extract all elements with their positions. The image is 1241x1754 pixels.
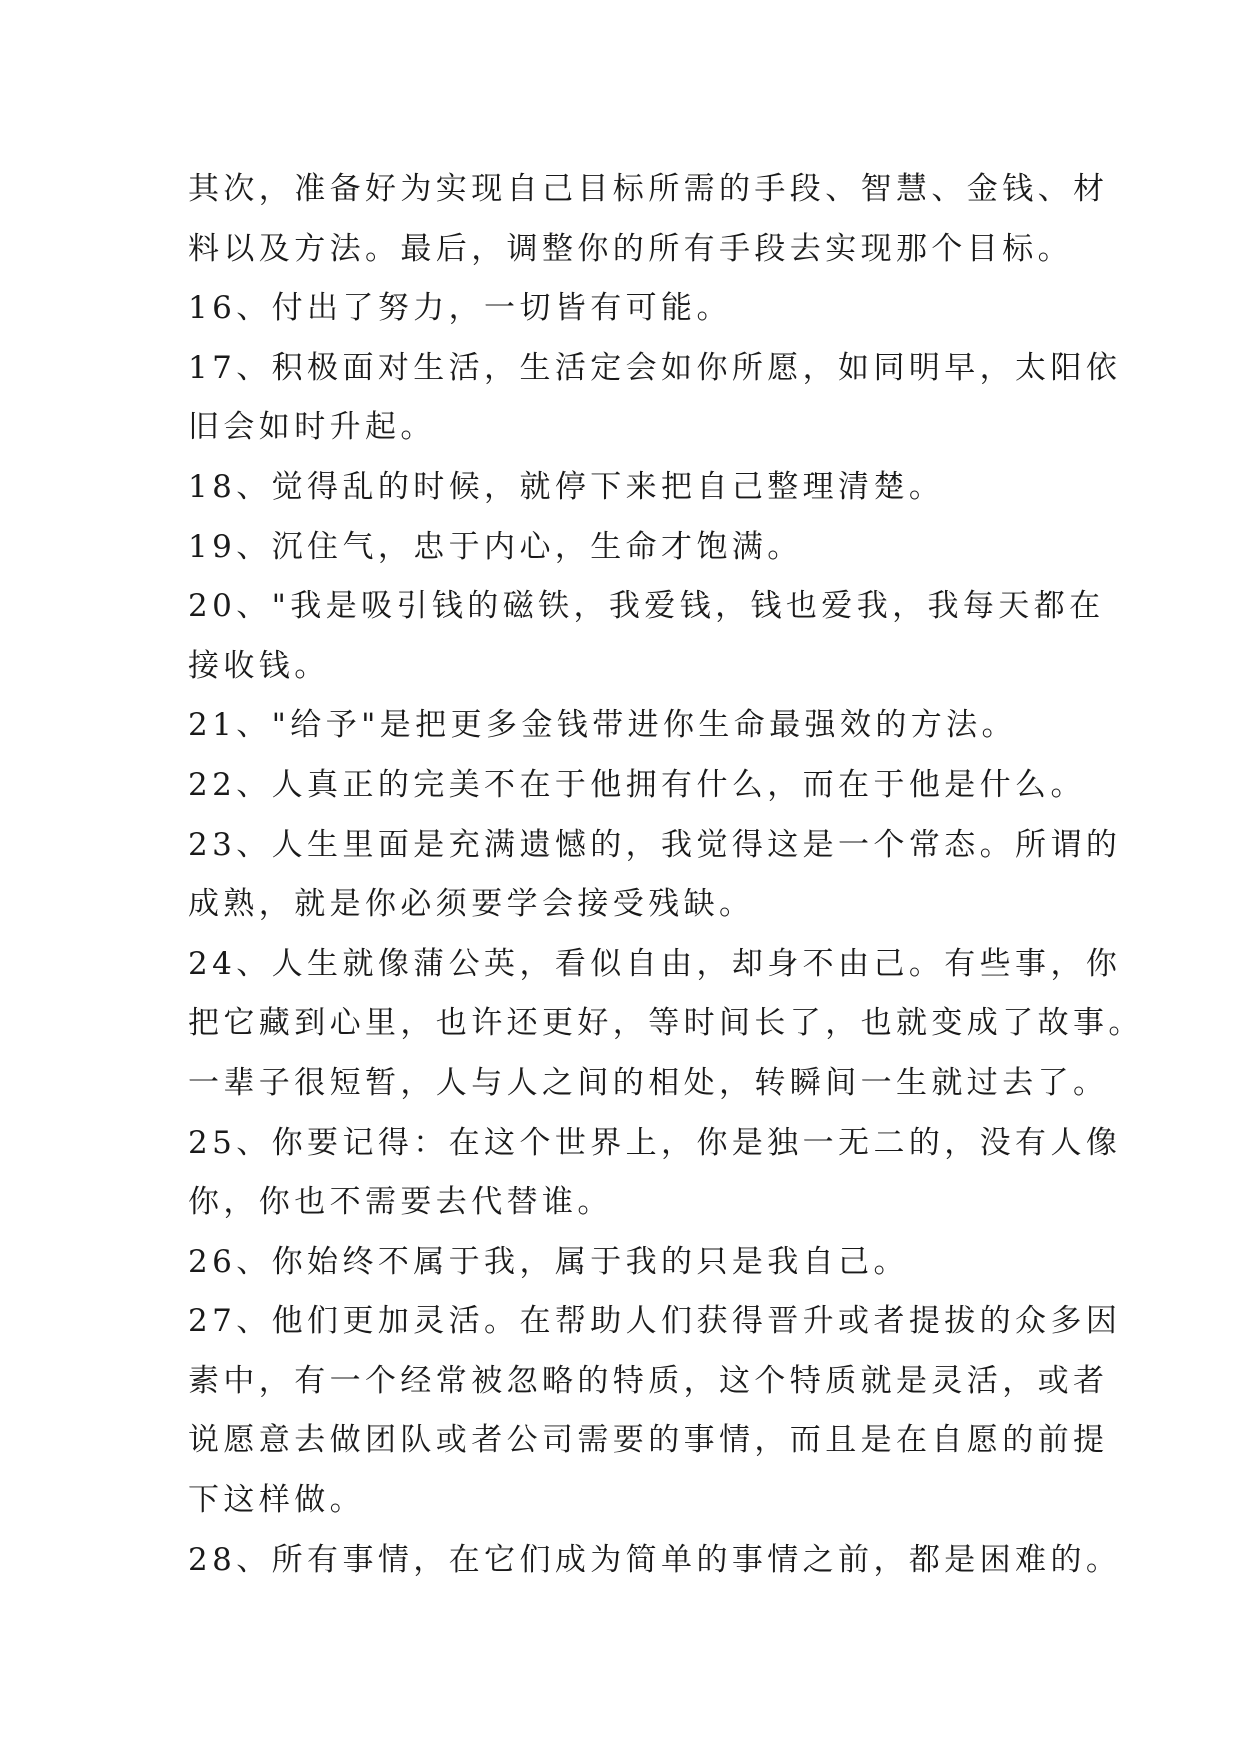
text-line: 成熟，就是你必须要学会接受残缺。 bbox=[188, 886, 755, 923]
text-line: 20、"我是吸引钱的磁铁，我爱钱，钱也爱我，我每天都在 bbox=[188, 588, 1105, 625]
text-line: 接收钱。 bbox=[188, 647, 330, 684]
text-line: 说愿意去做团队或者公司需要的事情，而且是在自愿的前提 bbox=[188, 1422, 1109, 1459]
text-line: 17、积极面对生活，生活定会如你所愿，如同明早，太阳依 bbox=[188, 349, 1122, 386]
text-line: 素中，有一个经常被忽略的特质，这个特质就是灵活，或者 bbox=[188, 1362, 1109, 1399]
text-line: 旧会如时升起。 bbox=[188, 409, 436, 446]
text-line: 26、你始终不属于我，属于我的只是我自己。 bbox=[188, 1243, 909, 1280]
text-line: 一辈子很短暂，人与人之间的相处，转瞬间一生就过去了。 bbox=[188, 1064, 1109, 1101]
text-line: 料以及方法。最后，调整你的所有手段去实现那个目标。 bbox=[188, 230, 1073, 267]
text-line: 23、人生里面是充满遗憾的，我觉得这是一个常态。所谓的 bbox=[188, 826, 1122, 863]
text-line: 24、人生就像蒲公英，看似自由，却身不由己。有些事，你 bbox=[188, 945, 1122, 982]
text-line: 其次，准备好为实现自己目标所需的手段、智慧、金钱、材 bbox=[188, 171, 1109, 207]
text-line: 18、觉得乱的时候，就停下来把自己整理清楚。 bbox=[188, 468, 945, 505]
text-line: 下这样做。 bbox=[188, 1482, 365, 1519]
text-line: 28、所有事情，在它们成为简单的事情之前，都是困难的。 bbox=[188, 1541, 1122, 1578]
text-line: 27、他们更加灵活。在帮助人们获得晋升或者提拔的众多因 bbox=[188, 1303, 1122, 1340]
text-line: 21、"给予"是把更多金钱带进你生命最强效的方法。 bbox=[188, 707, 1017, 744]
text-line: 19、沉住气，忠于内心，生命才饱满。 bbox=[188, 528, 803, 565]
text-line: 25、你要记得：在这个世界上，你是独一无二的，没有人像 bbox=[188, 1124, 1122, 1161]
text-line: 22、人真正的完美不在于他拥有什么，而在于他是什么。 bbox=[188, 766, 1086, 803]
document-body bbox=[188, 160, 1144, 1590]
text-line: 把它藏到心里，也许还更好，等时间长了，也就变成了故事。 bbox=[188, 1005, 1144, 1042]
text-line: 你，你也不需要去代替谁。 bbox=[188, 1184, 613, 1221]
text-line: 16、付出了努力，一切皆有可能。 bbox=[188, 290, 732, 327]
